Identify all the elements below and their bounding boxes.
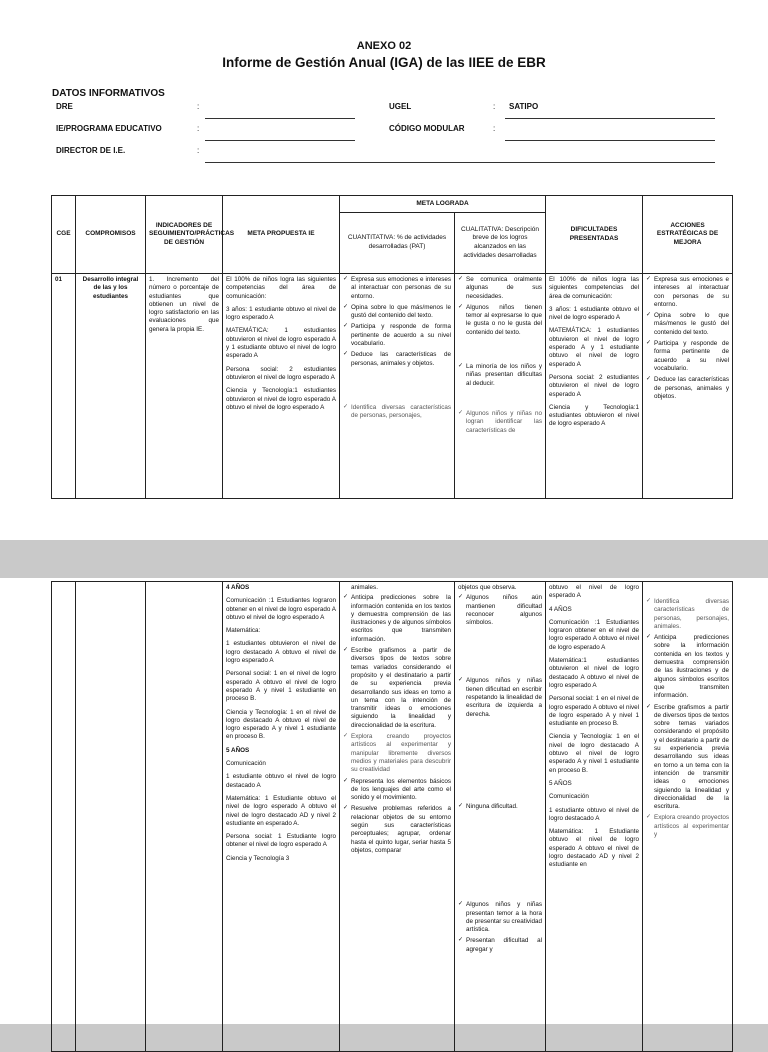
meta-cell [223,582,340,1052]
cuantitativa-cell [340,274,455,499]
dificultad-text: Persona social: 2 estudiantes obtuvieron el nivel de logro esperado A [549,373,640,398]
ugel-label: UGEL [389,102,412,111]
codigo-label: CÓDIGO MODULAR [389,124,465,133]
dificultad-text: El 100% de niños logra las siguientes competencias del área de comunicación: [549,276,640,300]
check-item: ✓ Participa y responde de forma pertinente de acuerdo a su nivel vocabulario. [343,323,451,348]
check-item: ✓ Ninguna dificultad. [458,803,542,811]
header-indicadores: INDICADORES DE SEGUIMIENTO/PRÁCTICAS DE GESTIÓN [146,196,223,274]
meta-cell [223,274,340,499]
meta-text: Comunicación [226,760,266,768]
datos-informativos-heading: DATOS INFORMATIVOS [52,88,165,99]
dre-label: DRE [56,102,73,111]
director-colon: : [197,146,200,155]
table-row [52,582,733,1052]
ugel-field[interactable] [505,118,715,119]
dificultades-cell [546,582,643,1052]
dre-colon: : [197,102,200,111]
indicador-cell [146,274,223,499]
dificultad-text: Matemática:1 estudiantes obtuvieron el nivel de logro destacado A obtuvo el nivel de logro esperado A [549,657,639,689]
check-item: ✓ Algunos niños y niñas presentan temor a la hora de presentar su creatividad artística. [458,901,542,934]
check-item: ✓ Deduce las características de personas, animales y objetos. [343,351,451,368]
meta-text: Ciencia y Tecnología:1 estudiantes obtuvieron el nivel de logro esperado A obtuvo el nivel de logro esperado A [226,387,336,411]
dificultades-cell [546,274,643,499]
check-item: ✓ Presentan dificultad al agregar y [458,937,542,954]
check-item: ✓ Se comunica oralmente algunas de sus necesidades. [458,276,542,301]
meta-text: Matemática: [226,627,261,635]
director-field[interactable] [205,162,715,163]
check-item: ✓ Escribe grafismos a partir de diversos tipos de textos sobre temas variados considerando el propósito y el destinatario a partir de su experiencia previa desarrollando sus ideas en torno a un tema con la intención de transmitir ideas o emociones siguiendo la linealidad y direccionalidad de la escritura. [646,704,729,812]
dificultad-text: 5 AÑOS [549,779,572,787]
check-item: ✓ Algunos niños y niñas tienen dificultad en escribir respetando la linealidad de escritura de izquierda a derecha. [458,677,542,718]
dificultad-text: 3 años: 1 estudiante obtuvo el nivel de logro esperado A [549,305,640,322]
check-item: ✓ Identifica diversas características de personas, personajes, [343,404,451,421]
compromiso-cell [76,582,146,1052]
compromiso-cell: Desarrollo integral de las y los estudiantes [76,274,146,499]
indicador-cell [146,582,223,1052]
dificultad-text: 1 estudiante obtuvo el nivel de logro destacado A [549,806,639,822]
annex-label: ANEXO 02 [356,40,412,52]
continued-text: animales. [351,584,378,591]
dificultad-text: Matemática: 1 Estudiante obtuvo el nivel de logro esperado A obtuvo el nivel de logro destacado AD y nivel 2 estudiante en [549,828,639,869]
check-item: ✓ Algunos niños y niñas no logran identificar las características de [458,410,542,435]
header-meta-lograda: META LOGRADA [340,196,546,213]
meta-text: MATEMÁTICA: 1 estudiantes obtuvieron el nivel de logro esperado A y 1 estudiante obtuvo el nivel de logro esperado A [226,327,336,360]
dificultad-text: Comunicación :1 Estudiantes lograron obtener en el nivel de logro esperado A obtuvo el nivel de logro esperado A [549,618,639,651]
dificultad-text: Ciencia y Tecnología:1 estudiantes obtuvieron el nivel de logro esperado A [549,403,640,428]
meta-text: 1 estudiante obtuvo el nivel de logro destacado A [226,773,336,789]
meta-text: Persona social: 1 Estudiante logro obtener el nivel de logro esperado A [226,833,336,849]
check-item: ✓ Algunos niños aún mantienen dificultad reconocer algunos símbolos. [458,594,542,627]
header-compromisos: COMPROMISOS [76,196,146,274]
ugel-value: SATIPO [509,102,539,111]
codigo-colon: : [493,124,496,133]
dificultad-text: Comunicación [549,793,589,801]
header-dificultades: DIFICULTADES PRESENTADAS [546,196,643,274]
header-cge: CGE [52,196,76,274]
meta-text: 1 estudiantes obtuvieron el nivel de logro destacado A obtuvo el nivel de logro esperado A [226,640,336,665]
check-item: ✓ Deduce las características de personas, animales y objetos. [646,376,729,401]
codigo-field[interactable] [505,140,715,141]
check-item: ✓ Anticipa predicciones sobre la información contenida en los textos y demuestra comprensión de las ilustraciones y de algunos símbolos escritos que transmiten información. [646,634,729,700]
check-item: ✓ La minoría de los niños y niñas presentan dificultas al deducir. [458,363,542,388]
document-page-2 [0,578,768,1024]
meta-text: Ciencia y Tecnología 3 [226,854,290,862]
check-item: ✓ Identifica diversas características de personas, personajes, animales. [646,598,729,631]
dificultad-text: MATEMÁTICA: 1 estudiantes obtuvieron el nivel de logro esperado A y 1 estudiante obtuvo el nivel de logro esperado A [549,327,640,368]
acciones-cell [643,274,733,499]
ie-field[interactable] [205,140,355,141]
meta-text: 4 AÑOS [226,584,250,591]
header-acciones: ACCIONES ESTRATÉGICAS DE MEJORA [643,196,733,274]
meta-text: El 100% de niños logra las siguientes competencias del área de comunicación: [226,276,336,300]
check-item: ✓ Opina sobre lo que más/menos le gustó del contenido del texto. [646,312,729,337]
check-item: ✓ Expresa sus emociones e intereses al interactuar con personas de su entorno. [343,276,451,301]
check-item: ✓ Algunos niños tienen temor al expresarse lo que le gusta o no le gusta del contenido del texto. [458,304,542,337]
director-label: DIRECTOR DE I.E. [56,146,126,155]
meta-text: 5 AÑOS [226,746,250,754]
cualitativa-cell [455,582,546,1052]
gestion-table [51,195,733,499]
dre-field[interactable] [205,118,355,119]
cualitativa-cell [455,274,546,499]
dificultad-text: 4 AÑOS [549,605,572,613]
check-item: ✓ Opina sobre lo que más/menos le gustó del contenido del texto. [343,304,451,321]
meta-text: Comunicación :1 Estudiantes lograron obtener en el nivel de logro esperado A obtuvo el nivel de logro esperado A [226,597,336,621]
cuantitativa-cell [340,582,455,1052]
check-item: ✓ Expresa sus emociones e intereses al interactuar con personas de su entorno. [646,276,729,309]
meta-text: Personal social: 1 en el nivel de logro esperado A obtuvo el nivel de logro esperado A y nivel 1 estudiante en proceso B. [226,670,336,703]
header-meta-propuesta: META PROPUESTA IE [223,196,340,274]
indicador-text: 1. Incremento del número o porcentaje de estudiantes que obtienen un nivel de logro satisfactorio en las evaluaciones que genera la propia IE. [149,276,219,333]
ie-label: IE/PROGRAMA EDUCATIVO [56,124,162,133]
header-cuantitativa: CUANTITATIVA: % de actividades desarrolladas (PAT) [340,213,455,274]
header-cualitativa: CUALITATIVA: Descripción breve de los logros alcanzados en las actividades desarrolladas [455,213,546,274]
meta-text: 3 años: 1 estudiante obtuvo el nivel de logro esperado A [226,305,336,322]
dificultad-text: Ciencia y Tecnología: 1 en el nivel de logro destacado A obtuvo el nivel de logro esperado A y nivel 1 estudiante en proceso B. [549,733,639,774]
meta-text: Matemática: 1 Estudiante obtuvo el nivel de logro esperado A obtuvo el nivel de logro destacado AD y nivel 2 estudiante en esperado A. [226,794,336,827]
check-item: ✓ Explora creando proyectos artísticos al experimentar y [646,814,729,839]
gestion-table-continued [51,581,733,1052]
dificultad-text: obtuvo el nivel de logro esperado A [549,584,639,600]
continued-text: objetos que observa. [458,584,517,591]
meta-text: Ciencia y Tecnología: 1 en el nivel de logro destacado A obtuvo el nivel de logro esperado A y nivel 1 estudiante en proceso B. [226,708,336,741]
acciones-cell [643,582,733,1052]
cge-cell: 01 [52,274,76,499]
document-title: Informe de Gestión Anual (IGA) de las IIEE de EBR [222,55,546,70]
dificultad-text: Personal social: 1 en el nivel de logro esperado A obtuvo el nivel de logro esperado A y nivel 1 estudiante en proceso B. [549,695,639,728]
check-item: ✓ Escribe grafismos a partir de diversos tipos de textos sobre temas variados considerando el propósito y el destinatario a partir de su experiencia previa desarrollando sus ideas en torno a un tema con la intención de transmitir ideas o emociones siguiendo la linealidad y direccionalidad de la escritura. [343,647,451,730]
check-item: ✓ Explora creando proyectos artísticos al experimentar y manipular libremente diversos medios y materiales para descubrir su creatividad [343,733,451,774]
cge-cell [52,582,76,1052]
ie-colon: : [197,124,200,133]
ugel-colon: : [493,102,496,111]
check-item: ✓ Representa los elementos básicos de los lenguajes del arte como el sonido y el movimiento. [343,778,451,803]
table-row [52,274,733,499]
check-item: ✓ Resuelve problemas referidos a relacionar objetos de su entorno según sus características perceptuales; agrupar, ordenar hasta el quinto lugar, seriar hasta 5 objetos, comparar [343,805,451,855]
meta-text: Persona social: 2 estudiantes obtuvieron el nivel de logro esperado A [226,365,336,381]
check-item: ✓ Anticipa predicciones sobre la información contenida en los textos y demuestra comprensión de las ilustraciones y de algunos símbolos escritos que transmiten información. [343,594,451,644]
check-item: ✓ Participa y responde de forma pertinente de acuerdo a su nivel vocabulario. [646,340,729,373]
